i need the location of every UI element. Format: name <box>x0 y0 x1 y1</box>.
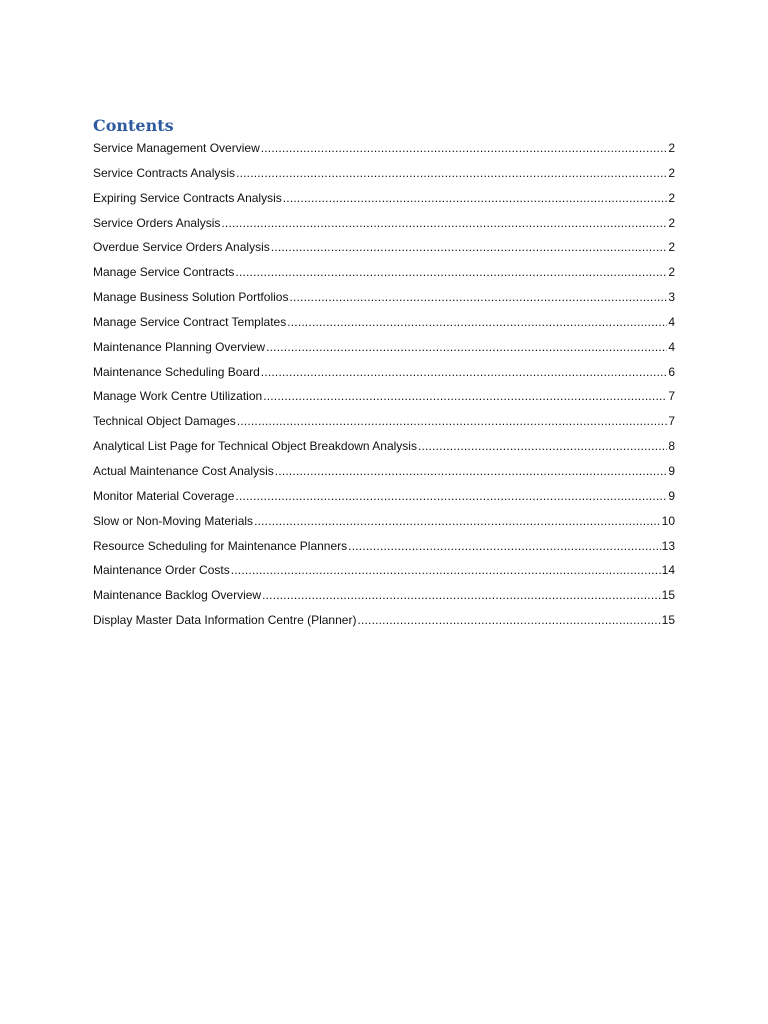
toc-page-number: 2 <box>668 141 675 155</box>
toc-entry-title: Manage Service Contracts <box>93 265 235 280</box>
toc-entry[interactable] <box>93 385 675 410</box>
toc-dot-leader <box>254 510 661 532</box>
toc-page-number: 4 <box>668 314 675 329</box>
toc-entry[interactable] <box>93 535 675 560</box>
toc-dot-leader <box>261 361 668 383</box>
toc-dot-leader <box>261 137 668 159</box>
toc-page-number: 2 <box>668 215 675 230</box>
toc-entry-title: Service Orders Analysis <box>93 215 221 230</box>
toc-page-number: 3 <box>668 290 675 305</box>
toc-entry-title: Monitor Material Coverage <box>93 488 235 503</box>
toc-page-number: 2 <box>668 190 675 205</box>
toc-page-number: 6 <box>668 364 675 379</box>
toc-entry-title: Maintenance Planning Overview <box>93 339 266 354</box>
toc-dot-leader <box>263 385 667 407</box>
toc-entry-title: Expiring Service Contracts Analysis <box>93 190 282 205</box>
toc-entry[interactable] <box>93 236 675 261</box>
toc-entry[interactable] <box>93 336 675 361</box>
toc-entry-title: Maintenance Order Costs <box>93 563 230 578</box>
toc-entry[interactable] <box>93 261 675 286</box>
toc-page-number: 2 <box>668 240 675 255</box>
toc-dot-leader <box>271 236 668 258</box>
toc-entry-title: Analytical List Page for Technical Object Breakdown Analysis <box>93 439 417 454</box>
toc-dot-leader <box>275 460 668 482</box>
toc-entry[interactable] <box>93 460 675 485</box>
toc-entry-title: Manage Work Centre Utilization <box>93 389 263 404</box>
toc-entry-title: Service Contracts Analysis <box>93 165 236 180</box>
toc-entry[interactable] <box>93 162 675 187</box>
toc-entry-title: Service Management Overview <box>93 141 260 155</box>
toc-entry[interactable] <box>93 510 675 535</box>
toc-dot-leader <box>235 485 667 507</box>
toc-entry-title: Actual Maintenance Cost Analysis <box>93 463 274 478</box>
toc-entry[interactable] <box>93 361 675 386</box>
toc-entry[interactable] <box>93 286 675 311</box>
toc-entry[interactable] <box>93 485 675 510</box>
toc-entry[interactable] <box>93 311 675 336</box>
contents-heading: Contents <box>93 116 174 135</box>
toc-dot-leader <box>266 336 667 358</box>
table-of-contents <box>93 137 675 634</box>
toc-page-number: 14 <box>661 563 675 578</box>
toc-entry-title: Technical Object Damages <box>93 414 236 429</box>
toc-dot-leader <box>262 584 661 606</box>
toc-dot-leader <box>231 559 661 581</box>
toc-entry-title: Overdue Service Orders Analysis <box>93 240 270 255</box>
toc-page-number: 15 <box>661 588 675 603</box>
toc-entry-title: Slow or Non-Moving Materials <box>93 513 254 528</box>
toc-dot-leader <box>418 435 667 457</box>
toc-page-number: 4 <box>668 339 675 354</box>
toc-entry-title: Manage Service Contract Templates <box>93 314 287 329</box>
toc-entry[interactable] <box>93 410 675 435</box>
toc-entry[interactable] <box>93 187 675 212</box>
toc-dot-leader <box>235 261 667 283</box>
toc-dot-leader <box>357 609 660 631</box>
toc-entry-title: Maintenance Scheduling Board <box>93 364 260 379</box>
toc-entry[interactable] <box>93 584 675 609</box>
toc-page-number: 13 <box>661 538 675 553</box>
toc-dot-leader <box>289 286 667 308</box>
toc-page-number: 9 <box>668 488 675 503</box>
toc-page-number: 9 <box>668 463 675 478</box>
toc-dot-leader <box>236 162 667 184</box>
toc-dot-leader <box>221 212 667 234</box>
toc-entry[interactable] <box>93 559 675 584</box>
toc-entry-title: Maintenance Backlog Overview <box>93 588 262 603</box>
toc-page-number: 10 <box>661 513 675 528</box>
toc-page-number: 2 <box>668 265 675 280</box>
toc-entry-title: Display Master Data Information Centre (Planner) <box>93 613 357 628</box>
toc-dot-leader <box>283 187 668 209</box>
toc-entry[interactable] <box>93 435 675 460</box>
toc-dot-leader <box>348 535 660 557</box>
toc-entry-title: Manage Business Solution Portfolios <box>93 290 289 305</box>
toc-page-number: 15 <box>661 613 675 628</box>
toc-page-number: 7 <box>668 414 675 429</box>
toc-page-number: 7 <box>668 389 675 404</box>
toc-entry-title: Resource Scheduling for Maintenance Planners <box>93 538 348 553</box>
toc-page-number: 2 <box>668 165 675 180</box>
toc-page-number: 8 <box>668 439 675 454</box>
toc-dot-leader <box>237 410 668 432</box>
toc-entry[interactable] <box>93 212 675 237</box>
toc-entry[interactable] <box>93 137 675 162</box>
toc-dot-leader <box>287 311 667 333</box>
toc-entry[interactable] <box>93 609 675 634</box>
